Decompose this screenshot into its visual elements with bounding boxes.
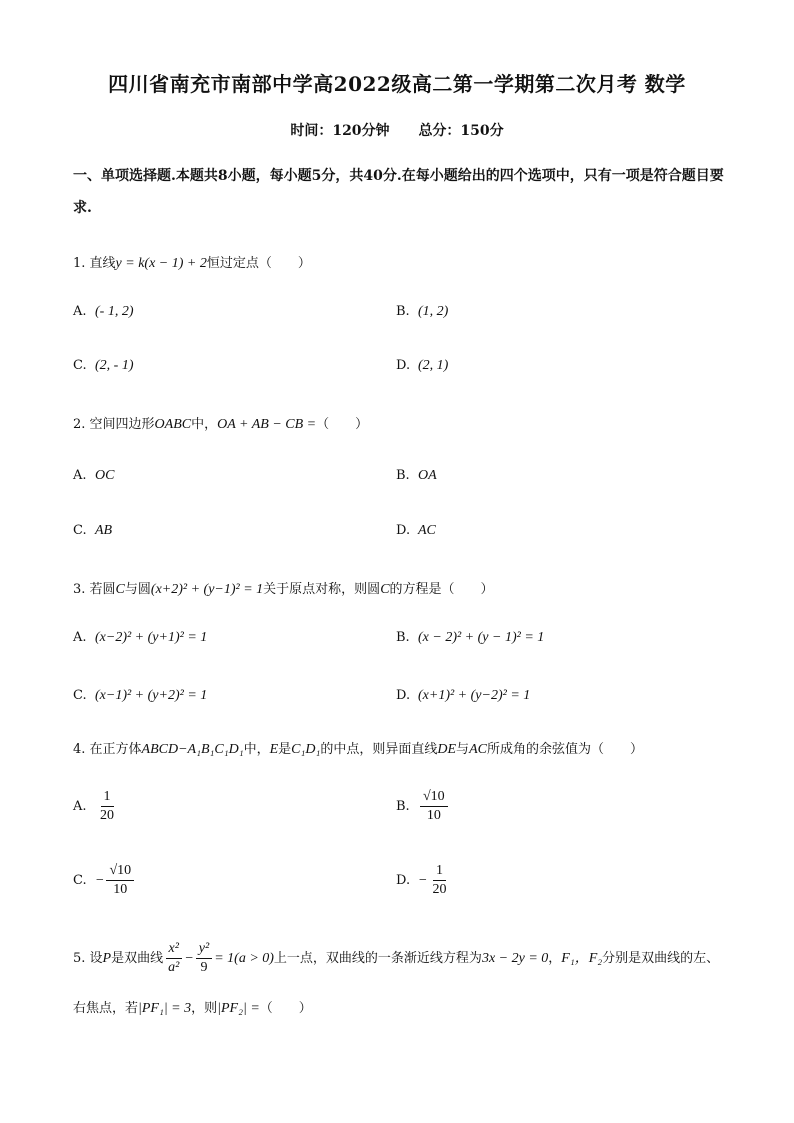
question-5-prefix: 5. 设 (73, 951, 103, 966)
option-text: AB (95, 523, 113, 538)
hyperbola-tail: = 1(a > 0) (214, 951, 274, 966)
question-2 (73, 413, 368, 433)
fraction-numerator: y² (196, 940, 212, 959)
q3-option-c[interactable] (73, 688, 207, 704)
question-2-vector-formula: OA + AB − CB = (217, 417, 317, 432)
question-4-formula4: DE (437, 742, 457, 757)
q2-option-a[interactable] (73, 468, 114, 484)
question-1-formula: y = k(x − 1) + 2 (115, 256, 207, 271)
exam-score: 总分：150分 (418, 123, 504, 139)
question-5-suffix: （ ） (259, 1001, 312, 1016)
option-label: A. (73, 304, 87, 319)
option-label: D. (396, 873, 411, 888)
question-4-formula2: E (269, 742, 279, 757)
option-label: C. (73, 523, 87, 538)
option-label: B. (396, 799, 410, 814)
question-5-mid5: ，则 (191, 1001, 218, 1016)
option-text: (- 1, 2) (95, 304, 134, 319)
question-1 (73, 252, 311, 272)
q1-option-a[interactable] (73, 304, 134, 320)
q1-option-d[interactable] (396, 358, 448, 374)
exam-info (0, 120, 794, 140)
question-5-mid: 是双曲线 (111, 951, 164, 966)
option-text: OA (418, 468, 437, 483)
q1-option-b[interactable] (396, 304, 448, 320)
question-5: 5. 设P是双曲线 $\frac{\text{x²}}{\text{a²}}$ − $\frac{\text{y²}}{9}$ = 1(a > 0)上一点，双曲线的一条渐近线方程为3x − 2y = 0，F₁，F₂分别是双曲线的左、右焦点，若|PF₁| = 3，则|PF₂| =（ ） (73, 941, 720, 1016)
option-text: (x−1)² + (y+2)² = 1 (95, 688, 208, 703)
option-label: D. (396, 523, 411, 538)
question-4-prefix: 4. 在正方体 (73, 742, 142, 757)
option-label: C. (73, 688, 87, 703)
q4-option-b[interactable] (396, 788, 450, 825)
fraction-numerator: √10 (420, 788, 448, 807)
question-4-formula3: C₁D₁ (291, 742, 321, 757)
pf2-formula: |PF₂| = (217, 1001, 260, 1016)
question-3-formula: C (115, 582, 125, 597)
question-3-suffix: 的方程是（ ） (389, 582, 494, 597)
fraction-numerator: x² (166, 940, 182, 959)
option-text: OC (95, 468, 115, 483)
q4-option-c[interactable] (73, 862, 136, 899)
question-4-formula5: AC (469, 742, 487, 757)
fraction (420, 788, 448, 825)
question-4-suffix: 所成角的余弦值为（ ） (486, 742, 643, 757)
q3-option-a[interactable] (73, 630, 207, 646)
question-4-mid4: 与 (456, 742, 470, 757)
question-1-suffix: 恒过定点（ ） (206, 256, 311, 271)
fraction-numerator: √10 (106, 862, 134, 881)
question-3-formula3: C (380, 582, 390, 597)
option-text: (x−2)² + (y+1)² = 1 (95, 630, 208, 645)
q2-option-c[interactable] (73, 523, 112, 539)
q3-option-b[interactable] (396, 630, 544, 646)
page-title: 四川省南充市南部中学高2022级高二第一学期第二次月考 数学 (108, 72, 686, 96)
question-4-formula: ABCD−A₁B₁C₁D₁ (141, 742, 244, 757)
option-label: A. (73, 630, 87, 645)
q2-option-d[interactable] (396, 523, 436, 539)
q2-option-b[interactable] (396, 468, 437, 484)
fraction-denominator: 10 (113, 882, 128, 897)
hyperbola-fraction-1 (165, 940, 182, 977)
q4-option-a[interactable] (73, 788, 119, 825)
question-3-prefix: 3. 若圆 (73, 582, 116, 597)
option-label: C. (73, 358, 87, 373)
question-1-prefix: 1. 直线 (73, 256, 116, 271)
q4-option-d[interactable] (396, 862, 451, 899)
pf1-formula: |PF₁| = 3 (138, 1001, 192, 1016)
option-text: (2, - 1) (95, 358, 134, 373)
fraction-denominator: 20 (100, 808, 114, 823)
fraction-denominator: 20 (432, 882, 447, 897)
question-2-mid: 中， (191, 417, 218, 432)
question-4 (73, 738, 643, 758)
option-text: (1, 2) (418, 304, 449, 319)
asymptote-formula: 3x − 2y = 0 (481, 951, 549, 966)
fraction-numerator: 1 (101, 788, 114, 807)
question-2-formula: OABC (154, 417, 192, 432)
option-label: B. (396, 304, 410, 319)
question-4-mid3: 的中点，则异面直线 (320, 742, 438, 757)
option-text: (x+1)² + (y−2)² = 1 (418, 688, 531, 703)
option-label: A. (73, 799, 87, 814)
option-label: D. (396, 688, 411, 703)
question-5-mid4: 分别是双曲线的左、右焦点，若 (73, 951, 720, 1016)
fraction (97, 788, 117, 825)
exam-time: 时间：120分钟 (290, 123, 390, 139)
option-label: B. (396, 468, 410, 483)
option-label: D. (396, 358, 411, 373)
fraction-denominator: 10 (426, 808, 441, 823)
option-sign: − (95, 873, 105, 888)
option-label: B. (396, 630, 410, 645)
question-3-mid2: 关于原点对称，则圆 (263, 582, 381, 597)
option-text: (x − 2)² + (y − 1)² = 1 (418, 630, 545, 645)
question-5-mid3: ， (548, 951, 562, 966)
question-2-suffix: （ ） (316, 417, 369, 432)
fraction (106, 862, 134, 899)
option-sign: − (418, 873, 428, 888)
option-label: A. (73, 468, 87, 483)
question-4-mid2: 是 (278, 742, 292, 757)
question-4-mid: 中， (243, 742, 270, 757)
fraction (429, 862, 449, 899)
question-5-formula: P (102, 951, 112, 966)
hyperbola-fraction-2 (196, 940, 212, 977)
section-heading: 一、单项选择题.本题共8小题，每小题5分，共40分.在每小题给出的四个选项中，只有一项是符合题目要求. (73, 168, 724, 216)
question-3-mid: 与圆 (124, 582, 151, 597)
fraction-numerator: 1 (433, 862, 446, 881)
option-text: AC (418, 523, 436, 538)
foci-formula: F₁，F₂ (561, 951, 603, 966)
question-3 (73, 578, 494, 598)
question-2-prefix: 2. 空间四边形 (73, 417, 155, 432)
question-3-circle-formula: (x+2)² + (y−1)² = 1 (150, 582, 264, 597)
q1-option-c[interactable] (73, 358, 134, 374)
q3-option-d[interactable] (396, 688, 530, 704)
option-text: (2, 1) (418, 358, 449, 373)
question-5-mid2: 上一点，双曲线的一条渐近线方程为 (273, 951, 482, 966)
fraction-denominator: 9 (200, 960, 208, 975)
fraction-denominator: a² (168, 960, 180, 975)
option-label: C. (73, 873, 87, 888)
